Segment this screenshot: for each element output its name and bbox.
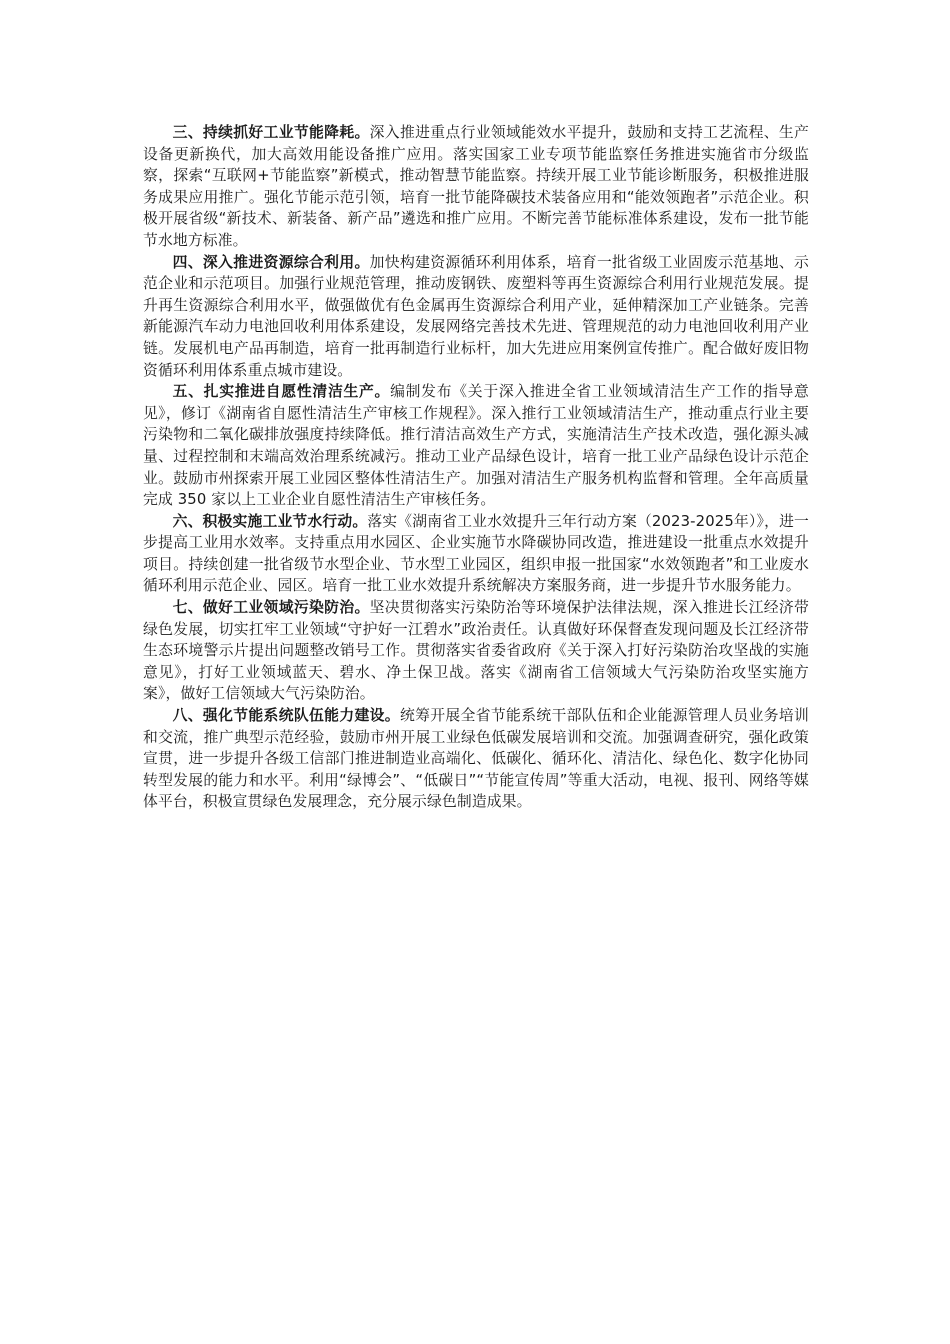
section-8-heading: 八、强化节能系统队伍能力建设。 — [172, 707, 400, 725]
section-6-body: 落实《湖南省工业水效提升三年行动方案（2023-2025年）》，进一步提高工业用水效率。支持重点用水园区、企业实施节水降碳协同改造，推进建设一批重点水效提升项目。持续创建一批省级节水型企业、节水型工业园区，组织申报一批国家“水效领跑者”和工业废水循环利用示范企业、园区。培育一批工业水效提升系统解决方案服务商，进一步提升节水服务能力。 — [143, 512, 809, 595]
section-3-paragraph — [143, 122, 809, 252]
section-3-heading: 三、持续抓好工业节能降耗。 — [172, 124, 370, 141]
section-8-body: 统筹开展全省节能系统干部队伍和企业能源管理人员业务培训和交流，推广典型示范经验，鼓励市州开展工业绿色低碳发展培训和交流。加强调查研究，强化政策宣贯，进一步提升各级工信部门推进制造业高端化、低碳化、循环化、清洁化、绿色化、数字化协同转型发展的能力和水平。利用“绿博会”、“低碳日”“节能宣传周”等重大活动，电视、报刊、网络等媒体平台，积极宣贯绿色发展理念，充分展示绿色制造成果。 — [143, 707, 809, 811]
section-3-body: 深入推进重点行业领域能效水平提升，鼓励和支持工艺流程、生产设备更新换代，加大高效用能设备推广应用。落实国家工业专项节能监察任务推进实施省市分级监察，探索“互联网+节能监察”新模式，推动智慧节能监察。持续开展工业节能诊断服务，积极推进服务成果应用推广。强化节能示范引领，培育一批节能降碳技术装备应用和“能效领跑者”示范企业。积极开展省级“新技术、新装备、新产品”遴选和推广应用。不断完善节能标准体系建设，发布一批节能节水地方标准。 — [143, 124, 809, 249]
section-5-heading: 五、扎实推进自愿性清洁生产。 — [172, 383, 391, 401]
section-4-body: 加快构建资源循环利用体系，培育一批省级工业固废示范基地、示范企业和示范项目。加强行业规范管理，推动废钢铁、废塑料等再生资源综合利用行业规范发展。提升再生资源综合利用水平，做强做优有色金属再生资源综合利用产业，延伸精深加工产业链条。完善新能源汽车动力电池回收利用体系建设，发展网络完善技术先进、管理规范的动力电池回收利用产业链。发展机电产品再制造，培育一批再制造行业标杆，加大先进应用案例宣传推广。配合做好废旧物资循环利用体系重点城市建设。 — [143, 253, 809, 379]
section-7-body: 坚决贯彻落实污染防治等环境保护法律法规，深入推进长江经济带绿色发展，切实扛牢工业领域“守护好一江碧水”政治责任。认真做好环保督查发现问题及长江经济带生态环境警示片提出问题整改销号工作。贯彻落实省委省政府《关于深入打好污染防治攻坚战的实施意见》，打好工业领域蓝天、碧水、净土保卫战。落实《湖南省工信领域大气污染防治攻坚实施方案》，做好工信领域大气污染防治。 — [143, 599, 809, 703]
section-4-heading: 四、深入推进资源综合利用。 — [172, 253, 370, 271]
section-7-paragraph — [143, 597, 809, 705]
document-page — [143, 122, 809, 813]
section-6-paragraph — [143, 511, 809, 597]
section-6-heading: 六、积极实施工业节水行动。 — [172, 512, 368, 530]
section-5-body: 编制发布《关于深入推进全省工业领域清洁生产工作的指导意见》，修订《湖南省自愿性清洁生产审核工作规程》。深入推行工业领域清洁生产，推动重点行业主要污染物和二氧化碳排放强度持续降低。推行清洁高效生产方式，实施清洁生产技术改造，强化源头减量、过程控制和末端高效治理系统减污。推动工业产品绿色设计，培育一批工业产品绿色设计示范企业。鼓励市州探索开展工业园区整体性清洁生产。加强对清洁生产服务机构监督和管理。全年高质量完成 350 家以上工业企业自愿性清洁生产审核任务。 — [143, 383, 809, 509]
section-5-paragraph — [143, 381, 809, 511]
section-8-paragraph — [143, 705, 809, 813]
section-4-paragraph — [143, 252, 809, 382]
section-7-heading: 七、做好工业领域污染防治。 — [172, 599, 370, 617]
